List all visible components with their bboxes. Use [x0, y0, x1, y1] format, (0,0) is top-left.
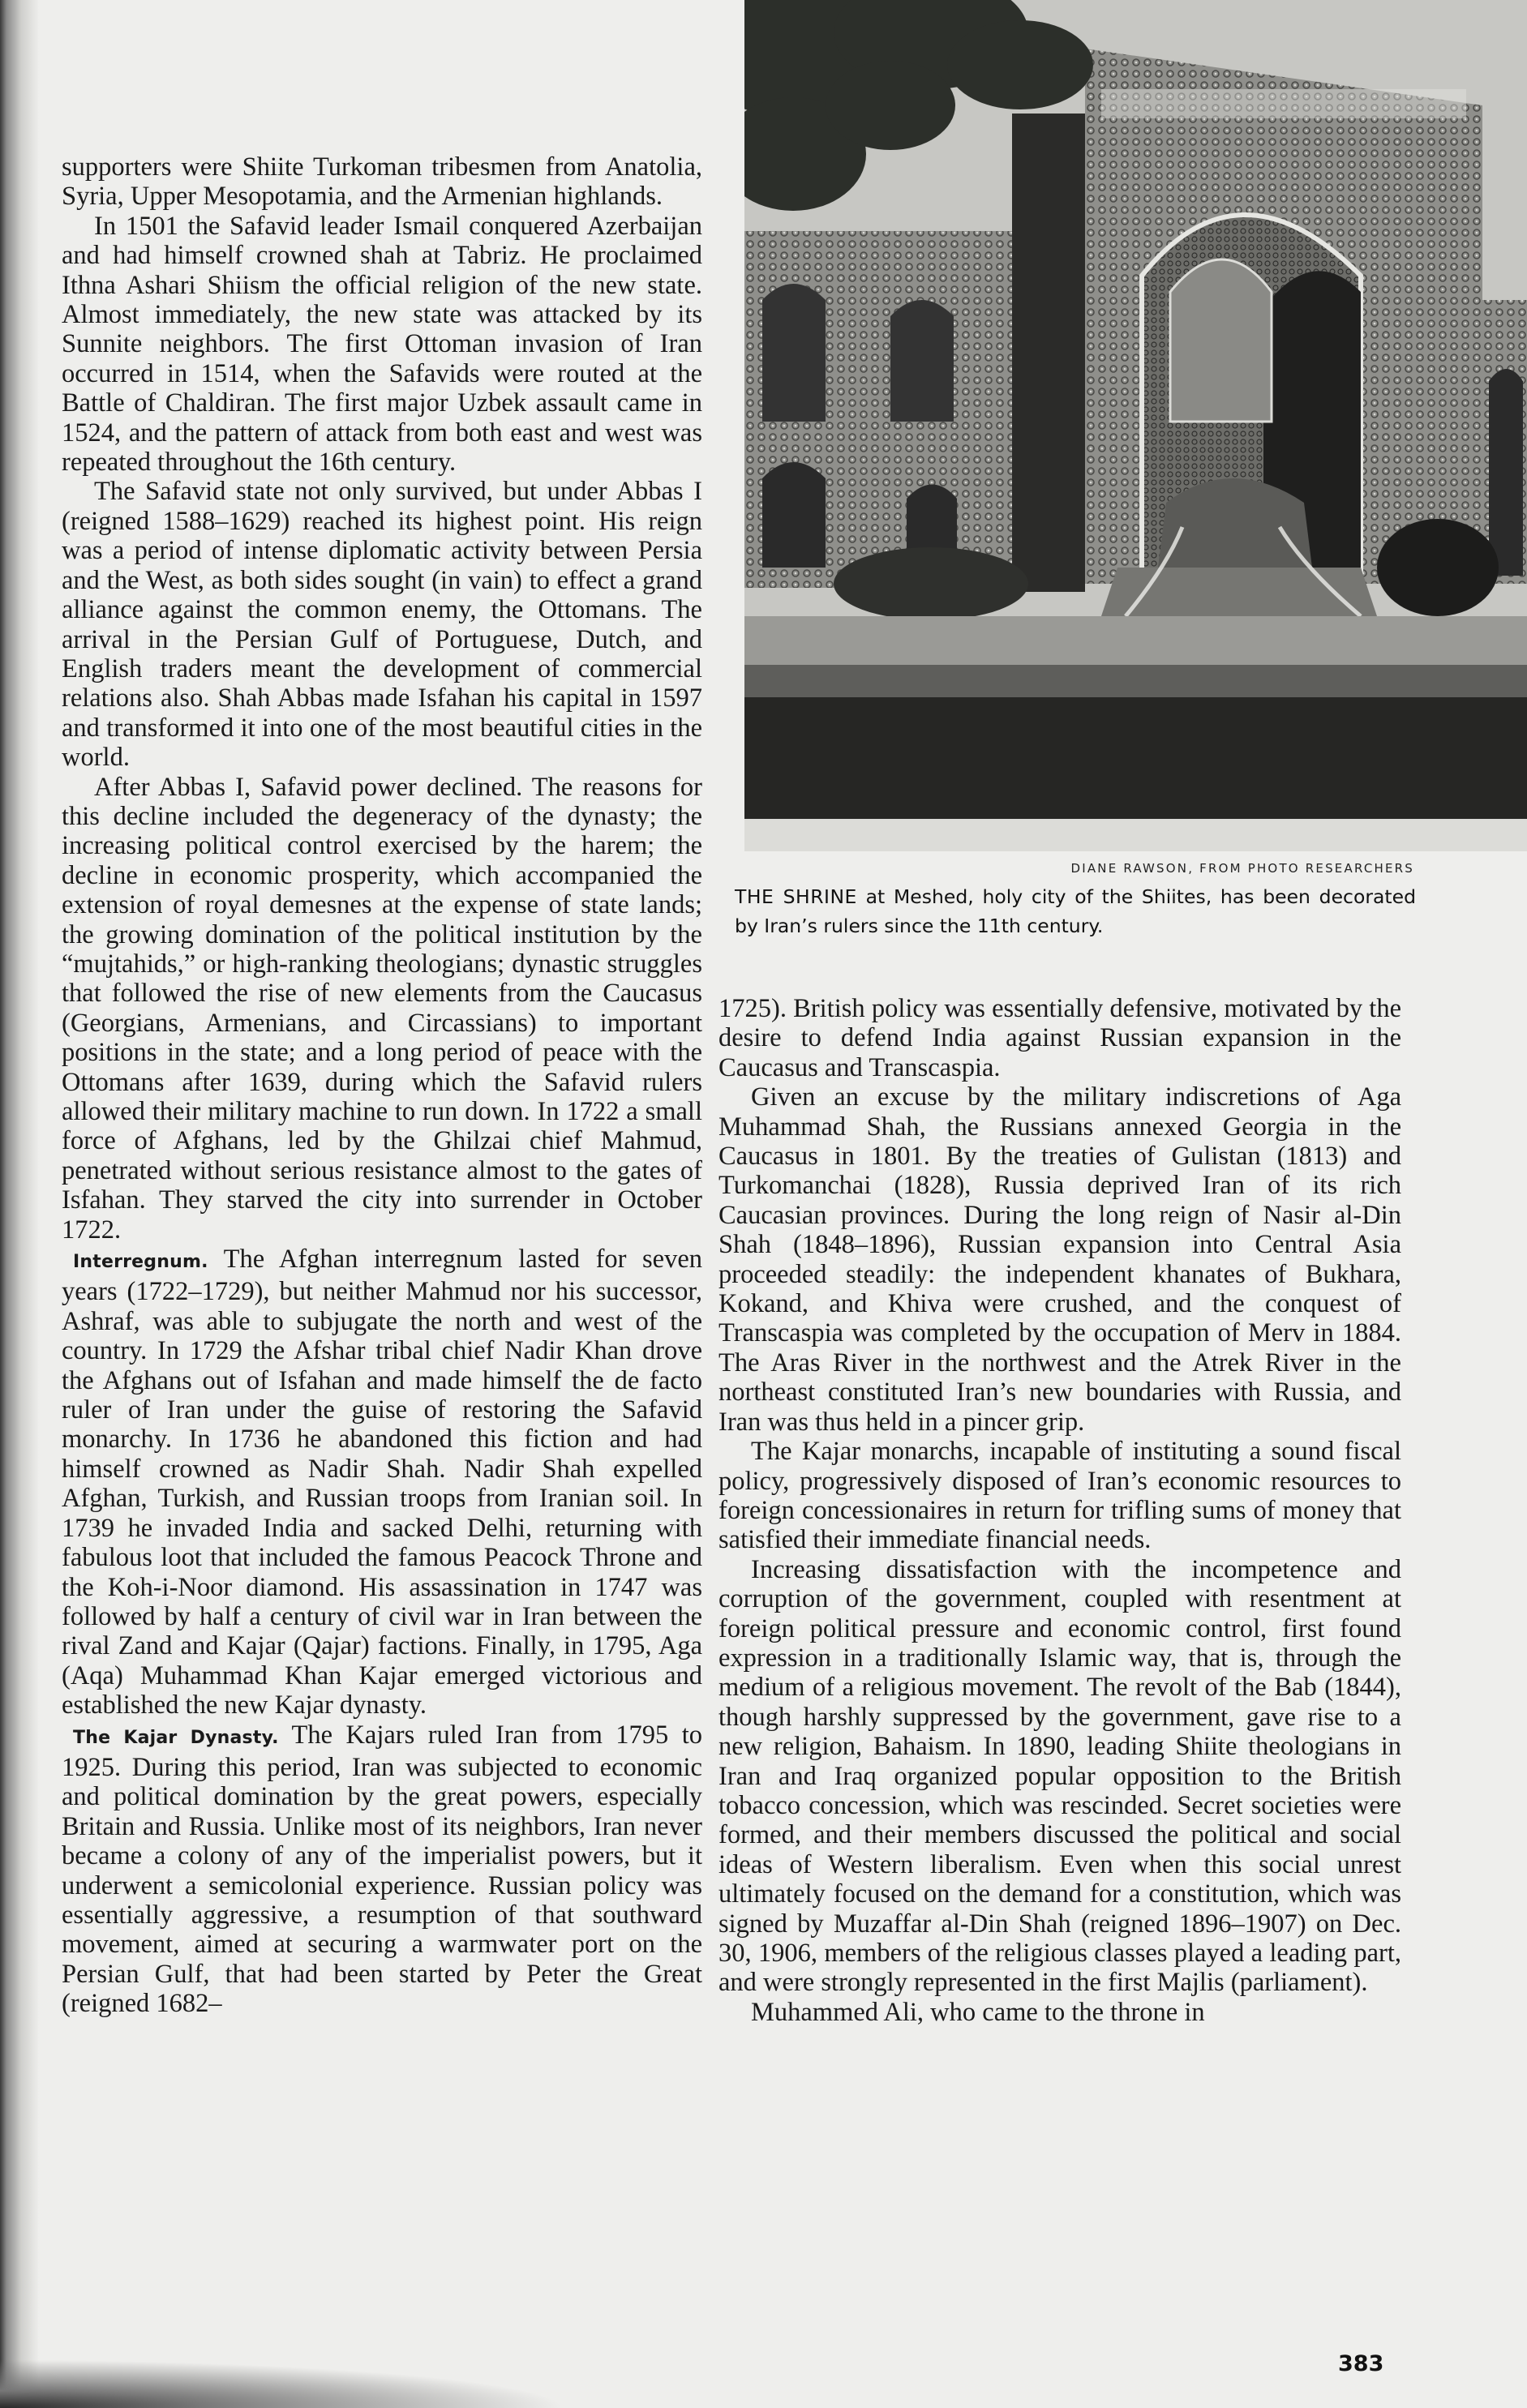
paragraph-british-policy: 1725). British policy was essentially defensive, motivated by the desire to defend India against Russian expansion in the Caucasus and Transcaspia. [718, 994, 1401, 1082]
subheading-interregnum: Interregnum. [73, 1252, 208, 1273]
page-number: 383 [1338, 2351, 1384, 2376]
right-arch [1489, 369, 1523, 576]
paragraph-dissatisfaction: Increasing dissatisfaction with the incompetence and corruption of the government, coupled with resentment at foreign political pressure and economic control, first found expression in a traditionally Islamic way, that is, through the medium of a religious movement. The revolt of the Bab (1844), though harshly suppressed by the government, gave rise to a new religion, Bahaism. In 1890, leading Shiite theologians in Iran and Iraq organized popular opposition to the British tobacco concession, which was rescinded. Secret societies were formed, and their members discussed the political and social ideas of Western liberalism. Even when this social unrest ultimately focused on the demand for a constitution, which was signed by Muzaffar al-Din Shah (reigned 1896–1907) on Dec. 30, 1906, members of the religious classes played a leading part, and were strongly represented in the first Majlis (parliament). [718, 1554, 1401, 1998]
bush-right [1377, 519, 1499, 616]
section-kajar-dynasty [62, 1720, 702, 2019]
paragraph-abbas-i: The Safavid state not only survived, but under Abbas I (reigned 1588–1629) reached its highest point. His reign was a period of intense diplomatic activity between Persia and the West, as both sides sought (in vain) to effect a grand alliance against the common enemy, the Ottomans. The arrival in the Persian Gulf of Portuguese, Dutch, and English traders meant the development of commercial relations also. Shah Abbas made Isfahan his capital in 1597 and transformed it into one of the most beautiful cities in the world. [62, 477, 702, 773]
paragraph-safavid-decline: After Abbas I, Safavid power declined. The reasons for this decline included the degeneracy of the dynasty; the increasing political control exercised by the harem; the decline in economic prosperity, which accompanied the extension of royal demesnes at the expense of state lands; the growing domination of the political institution by the “mujtahids,” or high-ranking theologians; dynastic struggles that followed the rise of new elements from the Caucasus (Georgians, Armenians, and Circassians) to important positions in the state; and a long period of peace with the Ottomans after 1639, during which the Safavid rulers allowed their military machine to run down. In 1722 a small force of Afghans, led by the Ghilzai chief Mahmud, penetrated without serious resistance almost to the gates of Isfahan. They starved the city into surrender in October 1722. [62, 772, 702, 1245]
caption-text: at Meshed, holy city of the Shiites, has been decorated by Iran’s rulers since the 11th century. [735, 885, 1417, 937]
page-gutter-shadow [0, 0, 39, 2408]
shrine-photograph [744, 0, 1527, 851]
shrine-photo-illustration [744, 0, 1527, 851]
paragraph-ismail-1501: In 1501 the Safavid leader Ismail conquered Azerbaijan and had himself crowned shah at Tabriz. He proclaimed Ithna Ashari Shiism the official religion of the new state. Almost immediately, the new state was attacked by its Sunnite neighbors. The first Ottoman invasion of Iran occurred in 1514, when the Safavids were routed at the Battle of Chaldiran. The first major Uzbek assault came in 1524, and the pattern of attack from both east and west was repeated throughout the 16th century. [62, 211, 702, 478]
bush-left [834, 547, 1028, 620]
paragraph-turkoman-supporters: supporters were Shiite Turkoman tribesmen from Anatolia, Syria, Upper Mesopotamia, and the Armenian highlands. [62, 152, 702, 212]
left-arch-lower-1 [762, 462, 826, 568]
caption-lead: THE SHRINE [735, 885, 857, 908]
iwan-inscription-band [1101, 89, 1466, 118]
photo-caption [735, 882, 1416, 940]
paragraph-muhammed-ali: Muhammed Ali, who came to the throne in [751, 1997, 1205, 2027]
left-arch-upper-1 [762, 284, 826, 422]
iwan-mosaic-panel [1170, 259, 1272, 422]
left-text-column [62, 152, 702, 2019]
photo-credit: DIANE RAWSON, FROM PHOTO RESEARCHERS [1070, 861, 1414, 876]
subheading-kajar-dynasty: The Kajar Dynasty. [73, 1727, 279, 1748]
pool-water [744, 616, 1527, 665]
right-text-column [718, 994, 1401, 2027]
photo-bottom-margin [744, 819, 1527, 851]
section-interregnum [62, 1245, 702, 1720]
paragraph-russian-expansion: Given an excuse by the military indiscretions of Aga Muhammad Shah, the Russians annexed Georgia in the Caucasus in 1801. By the treaties of Gulistan (1813) and Turkomanchai (1828), Russia deprived Iran of its rich Caucasian provinces. During the long reign of Nasir al-Din Shah (1848–1896), Russian expansion into Central Asia proceeded steadily: the independent khanates of Bukhara, Kokand, and Khiva were crushed, and the conquest of Transcaspia was completed by the occupation of Merv in 1884. The Aras River in the northwest and the Atrek River in the northeast constituted Iran’s new boundaries with Russia, and Iran was thus held in a pincer grip. [718, 1082, 1401, 1437]
page-curl-shadow [0, 2359, 568, 2408]
tower-shadow [1012, 114, 1085, 592]
paragraph-kajar-monarchs: The Kajar monarchs, incapable of instituting a sound fiscal policy, progressively disposed of Iran’s economic resources to foreign concessionaires in return for trifling sums of money that satisfied their immediate financial needs. [718, 1437, 1401, 1555]
pool-rim [744, 665, 1527, 697]
interregnum-text: The Afghan interregnum lasted for seven years (1722–1729), but neither Mahmud nor his successor, Ashraf, was able to subjugate the north and west of the country. In 1729 the Afshar tribal chief Nadir Khan drove the Afghans out of Isfahan and made himself the de facto ruler of Iran under the guise of restoring the Safavid monarchy. In 1736 he abandoned this fiction and had himself crowned as Nadir Shah. Nadir Shah expelled Afghan, Turkish, and Russian troops from Iranian soil. In 1739 he invaded India and sacked Delhi, returning with fabulous loot that included the famous Peacock Throne and the Koh-i-Noor diamond. His assassination in 1747 was followed by half a century of civil war in Iran between the rival Zand and Kajar (Qajar) factions. Finally, in 1795, Aga (Aqa) Muhammad Khan Kajar emerged victorious and established the new Kajar dynasty. [62, 1245, 702, 1720]
left-arch-upper-2 [890, 300, 954, 422]
kajar-dynasty-text: The Kajars ruled Iran from 1795 to 1925. During this period, Iran was subjected to economic and political domination by the great powers, especially Britain and Russia. Unlike most of its neighbors, Iran never became a colony of any of the imperialist powers, but it underwent a semicolonial experience. Russian policy was essentially aggressive, a resumption of that southward movement, aimed at securing a warmwater port on the Persian Gulf, that had been started by Peter the Great (reigned 1682– [62, 1720, 702, 2019]
